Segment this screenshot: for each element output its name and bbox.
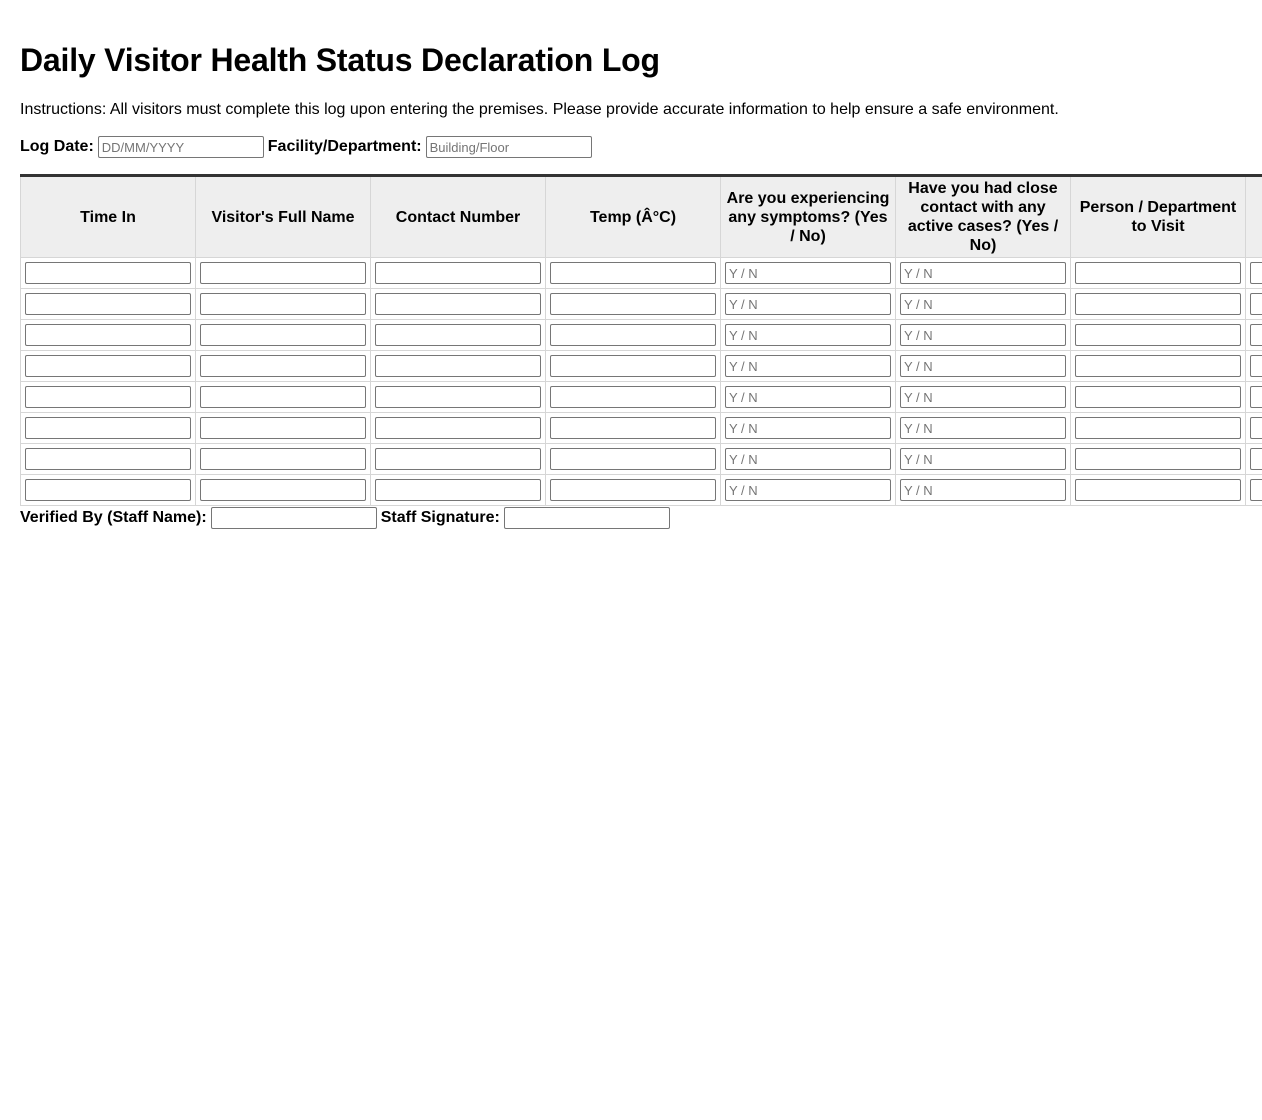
symptoms-input[interactable] [725, 293, 891, 315]
time-in-input[interactable] [25, 293, 191, 315]
table-cell-symptoms [721, 351, 896, 382]
column-header-extra [1246, 176, 1262, 258]
symptoms-input[interactable] [725, 448, 891, 470]
table-cell-symptoms [721, 444, 896, 475]
table-cell-full-name [196, 382, 371, 413]
temperature-input[interactable] [550, 324, 716, 346]
temperature-input[interactable] [550, 355, 716, 377]
extra-input[interactable] [1250, 324, 1262, 346]
table-cell-extra [1246, 475, 1262, 506]
close-contact-input[interactable] [900, 293, 1066, 315]
table-cell-full-name [196, 444, 371, 475]
temperature-input[interactable] [550, 479, 716, 501]
temperature-input[interactable] [550, 386, 716, 408]
table-cell-time-in [21, 444, 196, 475]
table-cell-contact-number [371, 444, 546, 475]
log-date-input[interactable] [98, 136, 264, 158]
table-cell-extra [1246, 258, 1262, 289]
table-cell-symptoms [721, 320, 896, 351]
instructions-text: Instructions: All visitors must complete this log upon entering the premises. Please provide accurate information to help ensure a safe environment. [20, 101, 1059, 118]
table-cell-full-name [196, 320, 371, 351]
temperature-input[interactable] [550, 448, 716, 470]
person-to-visit-input[interactable] [1075, 355, 1241, 377]
table-cell-time-in [21, 351, 196, 382]
temperature-input[interactable] [550, 417, 716, 439]
contact-number-input[interactable] [375, 386, 541, 408]
table-cell-person-to-visit [1071, 289, 1246, 320]
table-cell-contact-number [371, 382, 546, 413]
table-cell-person-to-visit [1071, 382, 1246, 413]
table-row [21, 444, 1262, 475]
table-cell-close-contact [896, 382, 1071, 413]
column-header-symptoms: Are you experiencing any symptoms? (Yes / No) [721, 176, 896, 258]
temperature-input[interactable] [550, 293, 716, 315]
close-contact-input[interactable] [900, 262, 1066, 284]
column-header-contact-number: Contact Number [371, 176, 546, 258]
contact-number-input[interactable] [375, 479, 541, 501]
time-in-input[interactable] [25, 479, 191, 501]
person-to-visit-input[interactable] [1075, 386, 1241, 408]
symptoms-input[interactable] [725, 262, 891, 284]
time-in-input[interactable] [25, 448, 191, 470]
table-cell-temperature [546, 413, 721, 444]
table-row [21, 289, 1262, 320]
person-to-visit-input[interactable] [1075, 448, 1241, 470]
contact-number-input[interactable] [375, 417, 541, 439]
table-cell-temperature [546, 382, 721, 413]
table-row [21, 475, 1262, 506]
full-name-input[interactable] [200, 448, 366, 470]
log-meta-row [20, 136, 596, 158]
table-cell-contact-number [371, 289, 546, 320]
extra-input[interactable] [1250, 386, 1262, 408]
table-cell-close-contact [896, 258, 1071, 289]
table-cell-temperature [546, 289, 721, 320]
table-cell-symptoms [721, 258, 896, 289]
table-cell-time-in [21, 413, 196, 444]
person-to-visit-input[interactable] [1075, 324, 1241, 346]
symptoms-input[interactable] [725, 417, 891, 439]
table-cell-extra [1246, 320, 1262, 351]
table-cell-close-contact [896, 413, 1071, 444]
staff-name-input[interactable] [211, 507, 377, 529]
full-name-input[interactable] [200, 386, 366, 408]
close-contact-input[interactable] [900, 386, 1066, 408]
extra-input[interactable] [1250, 262, 1262, 284]
time-in-input[interactable] [25, 324, 191, 346]
table-cell-person-to-visit [1071, 444, 1246, 475]
table-cell-time-in [21, 258, 196, 289]
extra-input[interactable] [1250, 479, 1262, 501]
contact-number-input[interactable] [375, 293, 541, 315]
table-cell-contact-number [371, 351, 546, 382]
staff-signature-label: Staff Signature: [380, 509, 500, 526]
symptoms-input[interactable] [725, 479, 891, 501]
table-cell-symptoms [721, 413, 896, 444]
table-cell-time-in [21, 320, 196, 351]
time-in-input[interactable] [25, 262, 191, 284]
close-contact-input[interactable] [900, 417, 1066, 439]
full-name-input[interactable] [200, 355, 366, 377]
table-cell-extra [1246, 351, 1262, 382]
table-cell-full-name [196, 351, 371, 382]
column-header-full-name: Visitor's Full Name [196, 176, 371, 258]
table-header-row [21, 176, 1262, 258]
table-cell-extra [1246, 413, 1262, 444]
table-cell-person-to-visit [1071, 351, 1246, 382]
staff-name-label: Verified By (Staff Name): [20, 509, 207, 526]
close-contact-input[interactable] [900, 355, 1066, 377]
table-cell-contact-number [371, 258, 546, 289]
facility-input[interactable] [426, 136, 592, 158]
log-date-label: Log Date: [20, 138, 94, 155]
table-cell-person-to-visit [1071, 258, 1246, 289]
symptoms-input[interactable] [725, 324, 891, 346]
facility-label: Facility/Department: [267, 138, 422, 155]
contact-number-input[interactable] [375, 355, 541, 377]
extra-input[interactable] [1250, 448, 1262, 470]
time-in-input[interactable] [25, 355, 191, 377]
contact-number-input[interactable] [375, 324, 541, 346]
table-cell-full-name [196, 258, 371, 289]
table-cell-person-to-visit [1071, 475, 1246, 506]
contact-number-input[interactable] [375, 448, 541, 470]
table-cell-temperature [546, 320, 721, 351]
person-to-visit-input[interactable] [1075, 293, 1241, 315]
column-header-time-in: Time In [21, 176, 196, 258]
extra-input[interactable] [1250, 417, 1262, 439]
contact-number-input[interactable] [375, 262, 541, 284]
table-cell-temperature [546, 475, 721, 506]
table-cell-close-contact [896, 444, 1071, 475]
close-contact-input[interactable] [900, 448, 1066, 470]
extra-input[interactable] [1250, 355, 1262, 377]
table-cell-full-name [196, 413, 371, 444]
close-contact-input[interactable] [900, 479, 1066, 501]
visitor-log-table [20, 174, 1262, 506]
table-cell-close-contact [896, 320, 1071, 351]
table-cell-symptoms [721, 289, 896, 320]
close-contact-input[interactable] [900, 324, 1066, 346]
person-to-visit-input[interactable] [1075, 479, 1241, 501]
table-cell-person-to-visit [1071, 413, 1246, 444]
table-cell-symptoms [721, 382, 896, 413]
person-to-visit-input[interactable] [1075, 417, 1241, 439]
table-cell-time-in [21, 382, 196, 413]
table-cell-contact-number [371, 475, 546, 506]
column-header-person-to-visit: Person / Department to Visit [1071, 176, 1246, 258]
table-row [21, 351, 1262, 382]
table-cell-time-in [21, 475, 196, 506]
column-header-temperature: Temp (Â°C) [546, 176, 721, 258]
table-cell-extra [1246, 289, 1262, 320]
table-cell-symptoms [721, 475, 896, 506]
table-cell-close-contact [896, 475, 1071, 506]
staff-signature-input[interactable] [504, 507, 670, 529]
table-row [21, 382, 1262, 413]
table-cell-temperature [546, 258, 721, 289]
table-cell-full-name [196, 289, 371, 320]
verification-row [20, 507, 674, 529]
visitor-log-table-container [20, 174, 1262, 506]
temperature-input[interactable] [550, 262, 716, 284]
page-title: Daily Visitor Health Status Declaration Log [20, 42, 660, 78]
person-to-visit-input[interactable] [1075, 262, 1241, 284]
table-cell-extra [1246, 382, 1262, 413]
table-cell-time-in [21, 289, 196, 320]
table-cell-temperature [546, 351, 721, 382]
full-name-input[interactable] [200, 324, 366, 346]
table-row [21, 413, 1262, 444]
symptoms-input[interactable] [725, 355, 891, 377]
full-name-input[interactable] [200, 293, 366, 315]
table-cell-person-to-visit [1071, 320, 1246, 351]
full-name-input[interactable] [200, 262, 366, 284]
extra-input[interactable] [1250, 293, 1262, 315]
table-row [21, 258, 1262, 289]
table-cell-contact-number [371, 413, 546, 444]
table-body [21, 258, 1262, 506]
table-cell-temperature [546, 444, 721, 475]
table-cell-close-contact [896, 351, 1071, 382]
table-cell-extra [1246, 444, 1262, 475]
table-cell-contact-number [371, 320, 546, 351]
table-cell-full-name [196, 475, 371, 506]
time-in-input[interactable] [25, 386, 191, 408]
full-name-input[interactable] [200, 479, 366, 501]
full-name-input[interactable] [200, 417, 366, 439]
symptoms-input[interactable] [725, 386, 891, 408]
table-row [21, 320, 1262, 351]
column-header-close-contact: Have you had close contact with any active cases? (Yes / No) [896, 176, 1071, 258]
time-in-input[interactable] [25, 417, 191, 439]
table-cell-close-contact [896, 289, 1071, 320]
